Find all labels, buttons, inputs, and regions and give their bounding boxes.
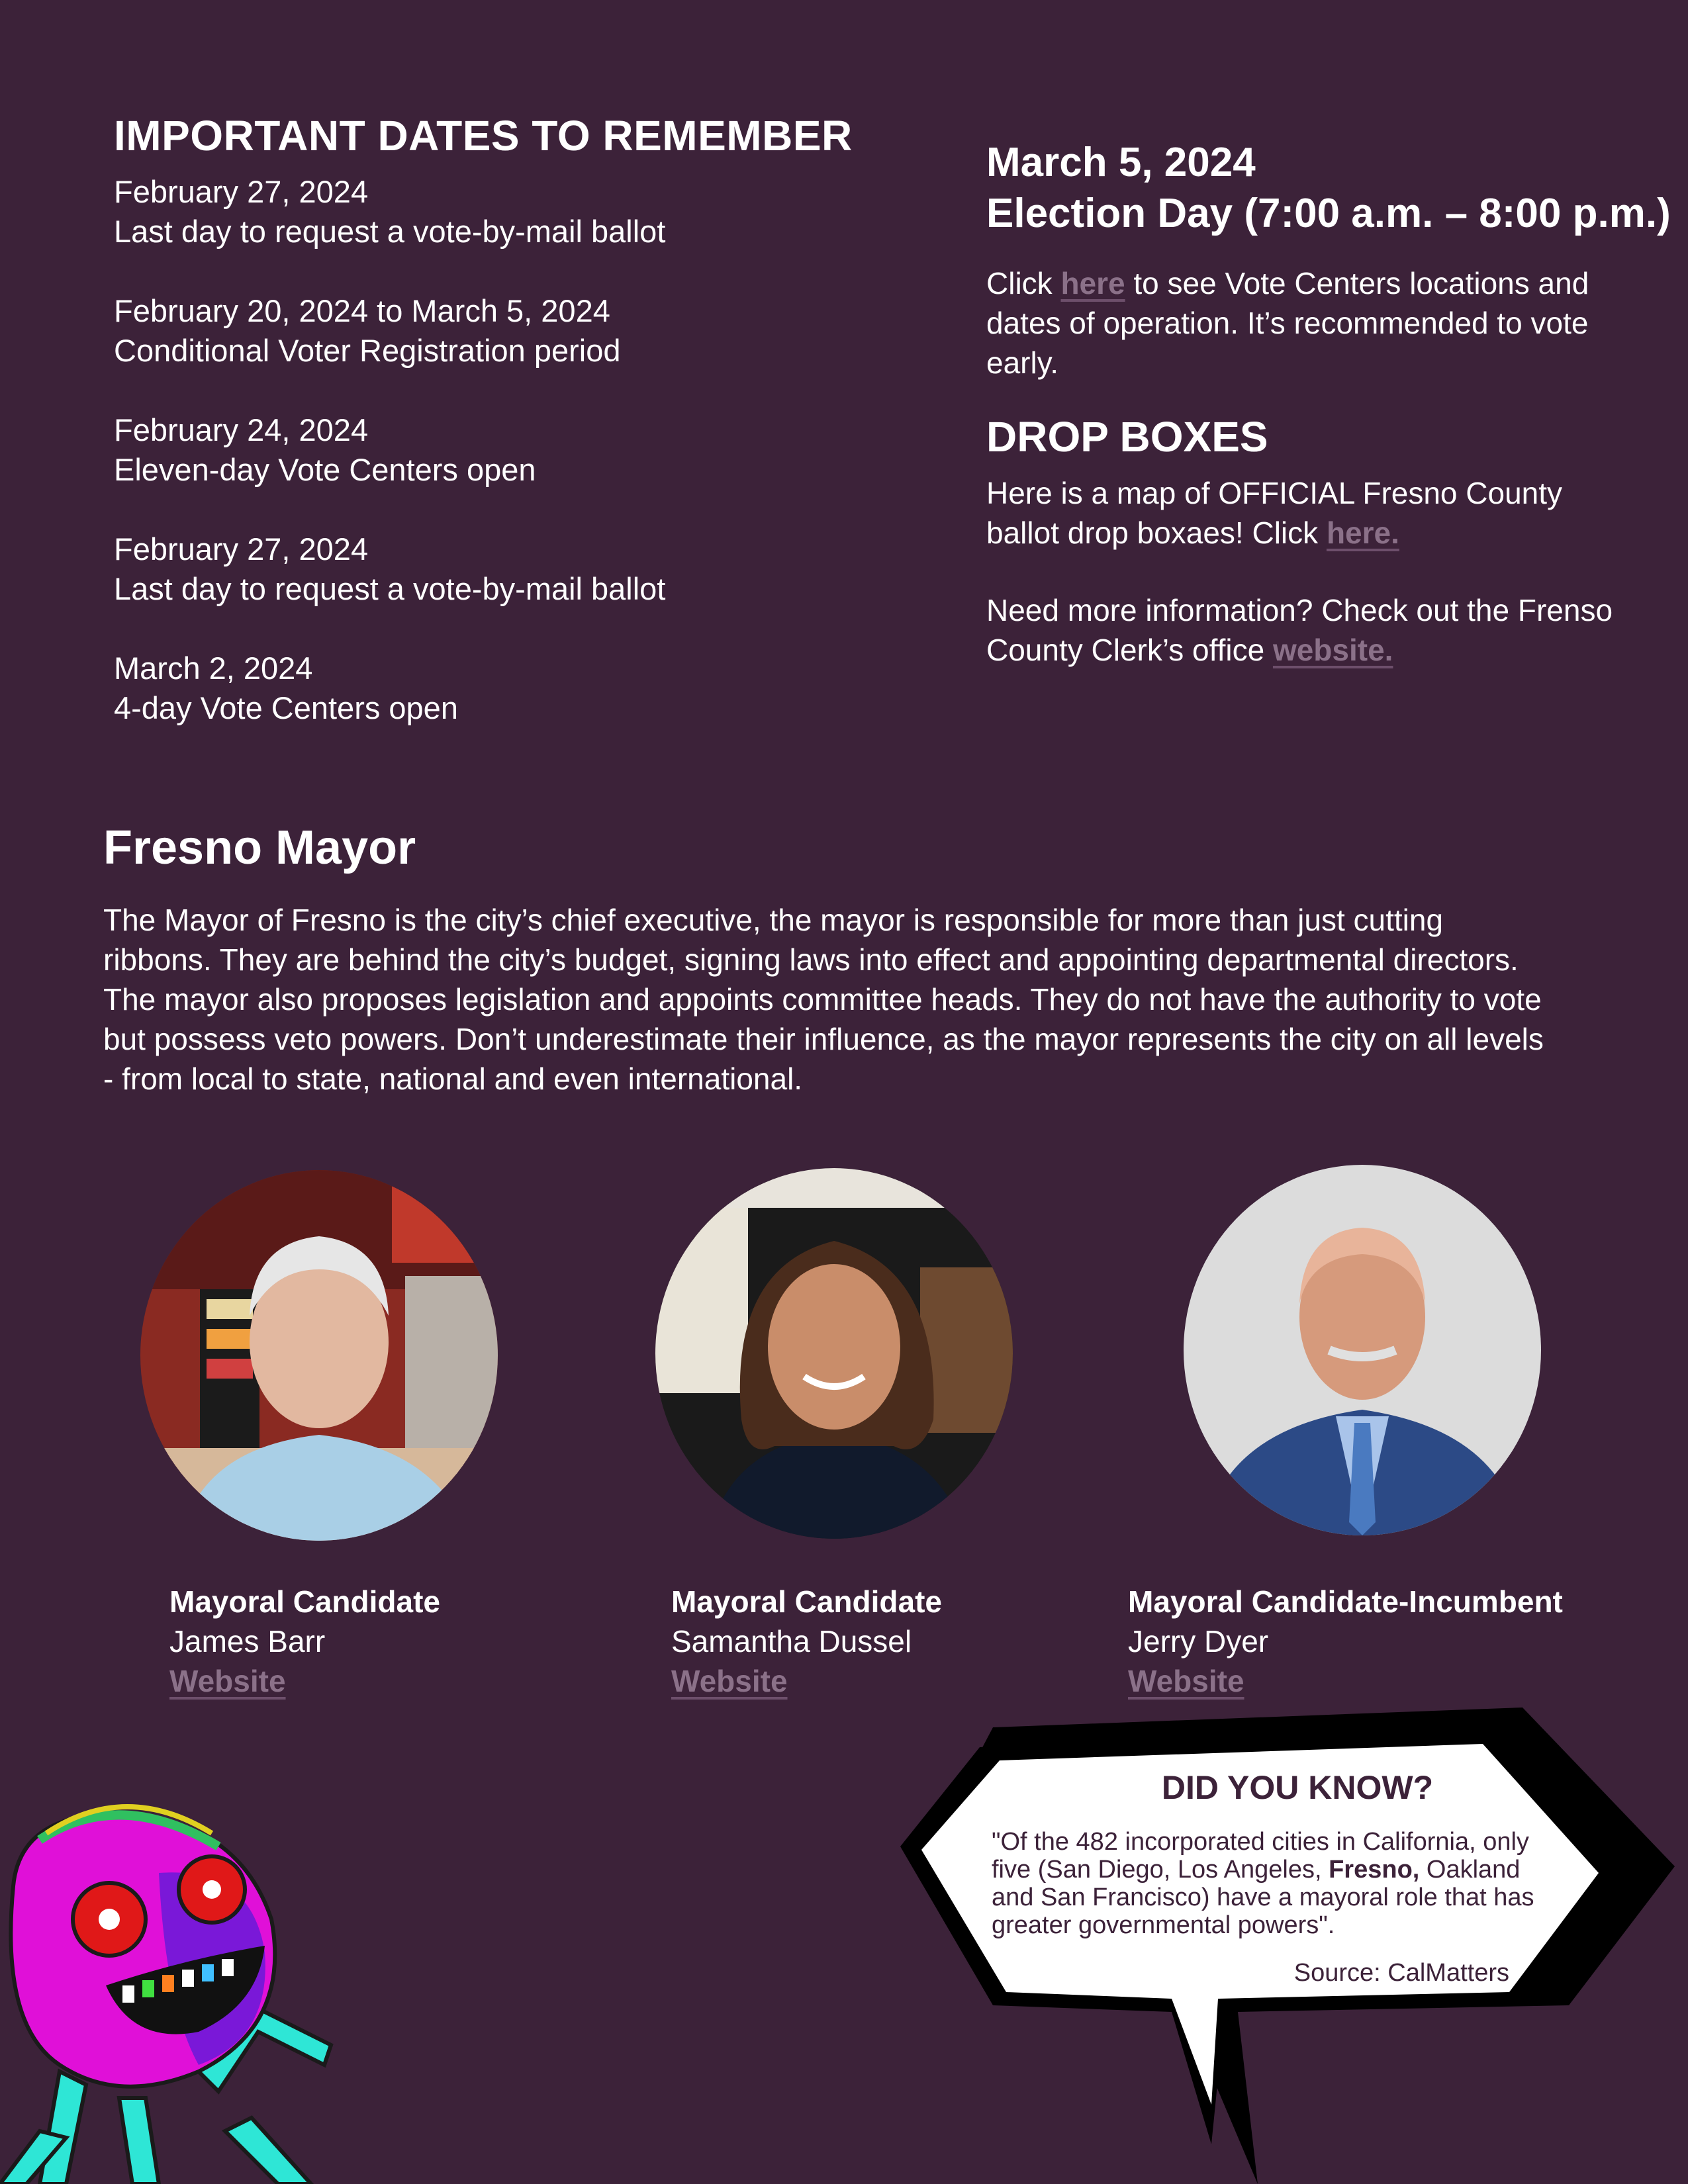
candidate-website-link[interactable]: Website [1128, 1664, 1244, 1698]
candidate-card [671, 1582, 942, 1701]
candidate-photo-james-barr [140, 1170, 498, 1541]
candidate-name: Samantha Dussel [671, 1624, 912, 1659]
did-you-know-title: DID YOU KNOW? [1161, 1769, 1434, 1806]
monster-illustration [0, 1787, 490, 2184]
election-day-title: Election Day (7:00 a.m. – 8:00 p.m.) [986, 191, 1671, 236]
date-label: February 24, 2024 [114, 412, 369, 447]
candidate-website-link[interactable]: Website [169, 1664, 286, 1698]
date-item [114, 649, 941, 728]
date-item [114, 172, 941, 251]
candidate-role: Mayoral Candidate-Incumbent [1128, 1584, 1563, 1619]
county-clerk-website-link[interactable]: website. [1272, 633, 1393, 667]
dates-list [114, 172, 941, 768]
date-label: February 20, 2024 to March 5, 2024 [114, 293, 610, 328]
candidate-name: James Barr [169, 1624, 326, 1659]
candidate-card [169, 1582, 440, 1701]
candidate-website-link[interactable]: Website [671, 1664, 788, 1698]
candidate-photo-samantha-dussel [655, 1168, 1013, 1539]
quote-text: Oakland and San Francisco) have a mayoral role that has greater governmental powers". [992, 1856, 1534, 1939]
vote-centers-suffix: to see Vote Centers locations and dates of operation. It’s recommended to vote early. [986, 266, 1589, 380]
drop-boxes-heading: DROP BOXES [986, 413, 1268, 461]
date-description: Last day to request a vote-by-mail ballot [114, 214, 666, 249]
quote-highlight: Fresno, [1329, 1856, 1420, 1884]
date-label: February 27, 2024 [114, 174, 369, 209]
date-description: Eleven-day Vote Centers open [114, 452, 536, 487]
vote-centers-prefix: Click [986, 266, 1061, 300]
date-label: March 2, 2024 [114, 651, 313, 686]
candidate-photo-image [655, 1168, 1013, 1539]
date-item [114, 529, 941, 609]
date-item [114, 291, 941, 371]
vote-centers-link[interactable]: here [1060, 266, 1125, 300]
did-you-know-source: Source: CalMatters [1293, 1959, 1509, 1987]
candidate-role: Mayoral Candidate [169, 1584, 440, 1619]
mayor-description: The Mayor of Fresno is the city’s chief executive, the mayor is responsible for more than just cutting ribbons. They are behind the city’s budget, signing laws into effect and appointing departmental directors. The mayor also proposes legislation and appoints committee heads. They do not have the authority to vote but possess veto powers. Don’t underestimate their influence, as the mayor represents the city on all levels - from local to state, national and even international. [103, 903, 1544, 1096]
candidate-role: Mayoral Candidate [671, 1584, 942, 1619]
drop-boxes-link[interactable]: here. [1326, 516, 1399, 550]
election-date: March 5, 2024 [986, 140, 1256, 185]
date-item [114, 410, 941, 490]
candidate-photo-image [140, 1170, 498, 1541]
candidate-name: Jerry Dyer [1128, 1624, 1269, 1659]
date-description: Last day to request a vote-by-mail ballot [114, 571, 666, 606]
date-description: 4-day Vote Centers open [114, 690, 458, 725]
date-description: Conditional Voter Registration period [114, 333, 621, 368]
candidate-photo-jerry-dyer [1184, 1165, 1541, 1535]
drop-boxes-description: Here is a map of OFFICIAL Fresno County ballot drop boxaes! Click [986, 476, 1563, 550]
candidate-photo-image [1184, 1165, 1541, 1535]
quote-text: "Of the 482 incorporated cities in California, only five (San Diego, Los Angeles, [992, 1828, 1529, 1884]
did-you-know-quote [992, 1828, 1548, 1939]
more-info-text [986, 590, 1635, 670]
candidate-card [1128, 1582, 1563, 1701]
mayor-section-heading: Fresno Mayor [103, 821, 416, 874]
date-label: February 27, 2024 [114, 531, 369, 567]
more-info-description: Need more information? Check out the Frenso County Clerk’s office [986, 593, 1613, 667]
important-dates-heading: IMPORTANT DATES TO REMEMBER [114, 112, 853, 159]
vote-centers-text [986, 263, 1635, 383]
drop-boxes-text [986, 473, 1635, 553]
